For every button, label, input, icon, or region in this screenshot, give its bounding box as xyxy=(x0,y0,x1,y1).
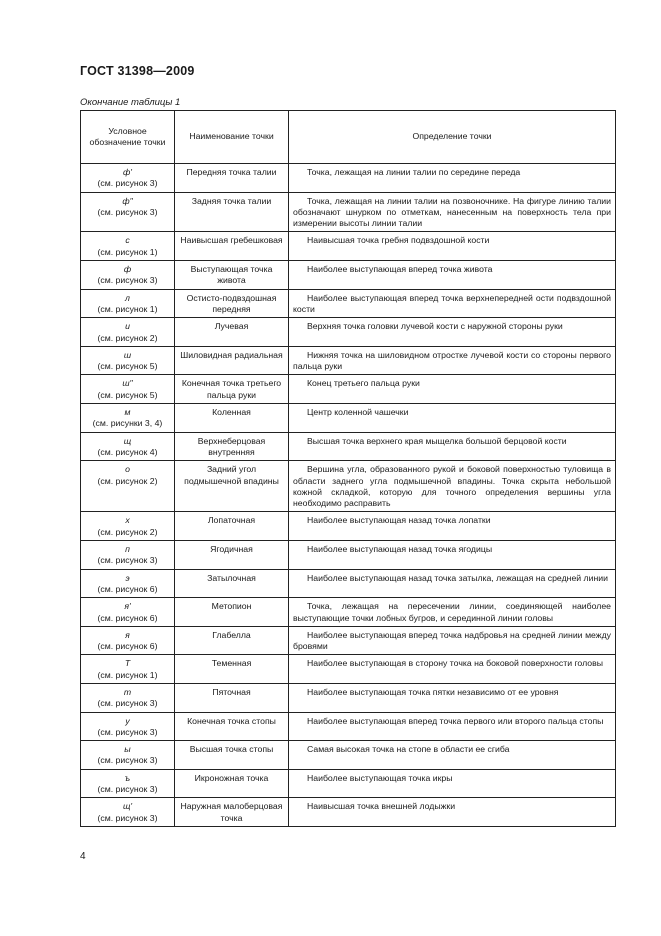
point-name: Наивысшая гребешковая xyxy=(175,232,289,261)
point-symbol: ф" xyxy=(122,195,133,206)
point-name: Теменная xyxy=(175,655,289,684)
point-symbol-cell xyxy=(81,655,175,684)
point-definition: Наиболее выступающая в сторону точка на боковой поверхности головы xyxy=(307,658,603,669)
point-definition: Наиболее выступающая назад точка лопатки xyxy=(307,515,491,526)
figure-reference: (см. рисунок 6) xyxy=(97,612,158,623)
point-symbol-cell xyxy=(81,318,175,347)
point-definition: Наиболее выступающая точка пятки независимо от ее уровня xyxy=(307,686,559,697)
point-definition-cell xyxy=(289,318,616,347)
table-row xyxy=(81,192,616,232)
point-symbol-cell xyxy=(81,461,175,512)
figure-reference: (см. рисунок 3) xyxy=(97,555,158,566)
point-definition: Самая высокая точка на стопе в области ее сгиба xyxy=(307,744,510,755)
table-row xyxy=(81,626,616,655)
point-definition: Центр коленной чашечки xyxy=(307,407,409,418)
figure-reference: (см. рисунок 2) xyxy=(97,475,158,486)
table-row xyxy=(81,569,616,598)
point-symbol: и xyxy=(125,321,130,332)
point-symbol-cell xyxy=(81,261,175,290)
point-symbol-cell xyxy=(81,798,175,827)
table-row xyxy=(81,541,616,570)
point-symbol-cell xyxy=(81,432,175,461)
point-definition-cell xyxy=(289,569,616,598)
table-header-row xyxy=(81,111,616,164)
point-definition-cell xyxy=(289,598,616,627)
table-row xyxy=(81,741,616,770)
column-header-definition: Определение точки xyxy=(289,111,616,164)
point-name: Задняя точка талии xyxy=(175,192,289,232)
point-symbol-cell xyxy=(81,741,175,770)
table-row xyxy=(81,289,616,318)
point-name: Остисто-подвздошная передняя xyxy=(175,289,289,318)
point-definition: Наивысшая точка внешней лодыжки xyxy=(307,801,456,812)
point-definition: Наиболее выступающая точка икры xyxy=(307,772,453,783)
figure-reference: (см. рисунок 2) xyxy=(97,332,158,343)
figure-reference: (см. рисунок 6) xyxy=(97,583,158,594)
point-symbol-cell xyxy=(81,232,175,261)
point-definition-cell xyxy=(289,769,616,798)
table-row xyxy=(81,375,616,404)
point-definition-cell xyxy=(289,461,616,512)
point-definition-cell xyxy=(289,404,616,433)
table-row xyxy=(81,318,616,347)
point-symbol: у xyxy=(125,715,130,726)
point-symbol: п xyxy=(125,544,130,555)
point-definition-cell xyxy=(289,346,616,375)
point-symbol: Т xyxy=(124,658,131,669)
point-definition: Точка, лежащая на линии талии по середине переда xyxy=(307,167,521,177)
figure-reference: (см. рисунок 1) xyxy=(97,303,158,314)
point-symbol: м xyxy=(124,407,131,418)
table-row xyxy=(81,346,616,375)
point-symbol-cell xyxy=(81,683,175,712)
point-name: Конечная точка стопы xyxy=(175,712,289,741)
point-name: Метопион xyxy=(175,598,289,627)
table-row xyxy=(81,598,616,627)
point-symbol: ф' xyxy=(123,167,132,177)
point-definition: Конец третьего пальца руки xyxy=(307,378,420,389)
table-row xyxy=(81,769,616,798)
point-symbol: с xyxy=(125,235,130,246)
point-symbol: я xyxy=(125,629,130,640)
table-row xyxy=(81,798,616,827)
point-definition: Наиболее выступающая вперед точка верхнепередней ости подвздошной кости xyxy=(293,292,611,314)
point-definition-cell xyxy=(289,626,616,655)
point-symbol-cell xyxy=(81,375,175,404)
point-symbol: щ xyxy=(123,435,132,446)
table-row xyxy=(81,683,616,712)
figure-reference: (см. рисунок 5) xyxy=(97,361,158,372)
point-definition: Вершина угла, образованного рукой и боковой поверхностью туловища в области заднего угла подмышечной впадины. Точка скрыта небольшой кожной складкой, которую для точного определения вершины угла необходимо расправить xyxy=(293,464,611,509)
point-name: Выступающая точка живота xyxy=(175,261,289,290)
point-symbol: х xyxy=(125,515,130,526)
point-definition: Наиболее выступающая назад точка ягодицы xyxy=(307,544,493,555)
point-name: Шиловидная радиальная xyxy=(175,346,289,375)
point-name: Глабелла xyxy=(175,626,289,655)
point-definition: Наиболее выступающая вперед точка надбровья на средней линии между бровями xyxy=(293,629,611,652)
point-symbol: я' xyxy=(124,601,131,612)
point-name: Высшая точка стопы xyxy=(175,741,289,770)
point-definition: Наиболее выступающая вперед точка живота xyxy=(307,264,493,275)
figure-reference: (см. рисунок 3) xyxy=(97,206,158,217)
point-symbol-cell xyxy=(81,569,175,598)
point-definition: Наиболее выступающая вперед точка первого или второго пальца стопы xyxy=(307,715,604,726)
figure-reference: (см. рисунок 3) xyxy=(97,178,158,189)
point-definition-cell xyxy=(289,164,616,193)
point-name: Ягодичная xyxy=(175,541,289,570)
table-row xyxy=(81,232,616,261)
point-symbol: э xyxy=(125,572,130,583)
point-definition: Точка, лежащая на пересечении линии, соединяющей наиболее выступающие точки лобных бугров, и серединной линии головы xyxy=(293,601,611,623)
point-symbol: л xyxy=(125,292,130,303)
point-definition: Нижняя точка на шиловидном отростке лучевой кости со стороны первого пальца руки xyxy=(293,349,611,372)
point-symbol-cell xyxy=(81,192,175,232)
point-symbol: ф xyxy=(123,264,132,275)
figure-reference: (см. рисунок 3) xyxy=(97,698,158,709)
point-symbol-cell xyxy=(81,289,175,318)
figure-reference: (см. рисунки 3, 4) xyxy=(92,418,163,429)
point-definition-cell xyxy=(289,375,616,404)
figure-reference: (см. рисунок 1) xyxy=(97,669,158,680)
column-header-name: Наименование точки xyxy=(175,111,289,164)
point-symbol: о xyxy=(125,464,130,475)
point-name: Икроножная точка xyxy=(175,769,289,798)
point-definition-cell xyxy=(289,798,616,827)
table-caption: Окончание таблицы 1 xyxy=(80,97,181,108)
figure-reference: (см. рисунок 2) xyxy=(97,526,158,537)
point-definition-cell xyxy=(289,512,616,541)
point-definition-cell xyxy=(289,655,616,684)
table-row xyxy=(81,404,616,433)
point-symbol: щ' xyxy=(122,801,133,812)
point-symbol: ш" xyxy=(122,378,133,389)
point-symbol: ш xyxy=(123,349,132,360)
figure-reference: (см. рисунок 3) xyxy=(97,755,158,766)
table-row xyxy=(81,655,616,684)
figure-reference: (см. рисунок 1) xyxy=(97,246,158,257)
point-symbol-cell xyxy=(81,541,175,570)
point-symbol-cell xyxy=(81,346,175,375)
point-symbol: ы xyxy=(124,744,131,755)
figure-reference: (см. рисунок 6) xyxy=(97,641,158,652)
column-header-symbol: Условное обозначение точки xyxy=(81,111,175,164)
point-symbol: ъ xyxy=(124,772,131,783)
table-row xyxy=(81,432,616,461)
point-definition: Наиболее выступающая назад точка затылка, лежащая на средней линии xyxy=(307,572,608,583)
page-number: 4 xyxy=(80,851,86,862)
point-name: Передняя точка талии xyxy=(175,164,289,193)
point-definition-cell xyxy=(289,192,616,232)
table-row xyxy=(81,461,616,512)
point-definition: Верхняя точка головки лучевой кости с наружной стороны руки xyxy=(307,321,563,332)
figure-reference: (см. рисунок 5) xyxy=(97,389,158,400)
point-name: Пяточная xyxy=(175,683,289,712)
point-name: Затылочная xyxy=(175,569,289,598)
point-name: Задний угол подмышечной впадины xyxy=(175,461,289,512)
points-table xyxy=(80,110,616,827)
point-definition-cell xyxy=(289,683,616,712)
figure-reference: (см. рисунок 3) xyxy=(97,275,158,286)
point-definition-cell xyxy=(289,261,616,290)
figure-reference: (см. рисунок 3) xyxy=(97,726,158,737)
figure-reference: (см. рисунок 3) xyxy=(97,784,158,795)
point-symbol: т xyxy=(123,686,132,697)
point-definition-cell xyxy=(289,712,616,741)
point-definition-cell xyxy=(289,741,616,770)
point-name: Верхнеберцовая внутренняя xyxy=(175,432,289,461)
point-name: Конечная точка третьего пальца руки xyxy=(175,375,289,404)
table-row xyxy=(81,512,616,541)
table-row xyxy=(81,164,616,193)
table-row xyxy=(81,712,616,741)
point-definition-cell xyxy=(289,289,616,318)
point-name: Лучевая xyxy=(175,318,289,347)
point-symbol-cell xyxy=(81,404,175,433)
point-symbol-cell xyxy=(81,769,175,798)
point-name: Наружная малоберцовая точка xyxy=(175,798,289,827)
point-name: Лопаточная xyxy=(175,512,289,541)
point-symbol-cell xyxy=(81,712,175,741)
point-symbol-cell xyxy=(81,164,175,193)
point-definition: Высшая точка верхнего края мыщелка большой берцовой кости xyxy=(307,435,567,446)
table-row xyxy=(81,261,616,290)
point-symbol-cell xyxy=(81,598,175,627)
figure-reference: (см. рисунок 4) xyxy=(97,446,158,457)
point-definition-cell xyxy=(289,232,616,261)
point-definition: Наивысшая точка гребня подвздошной кости xyxy=(307,235,490,246)
point-symbol-cell xyxy=(81,512,175,541)
point-definition-cell xyxy=(289,541,616,570)
point-name: Коленная xyxy=(175,404,289,433)
figure-reference: (см. рисунок 3) xyxy=(97,812,158,823)
point-definition-cell xyxy=(289,432,616,461)
point-definition: Точка, лежащая на линии талии на позвоночнике. На фигуре линию талии обозначают шнурком по отметкам, нанесенным на поверхность тела при измерении высоты линии талии xyxy=(293,195,611,229)
point-symbol-cell xyxy=(81,626,175,655)
document-title: ГОСТ 31398—2009 xyxy=(80,64,195,78)
